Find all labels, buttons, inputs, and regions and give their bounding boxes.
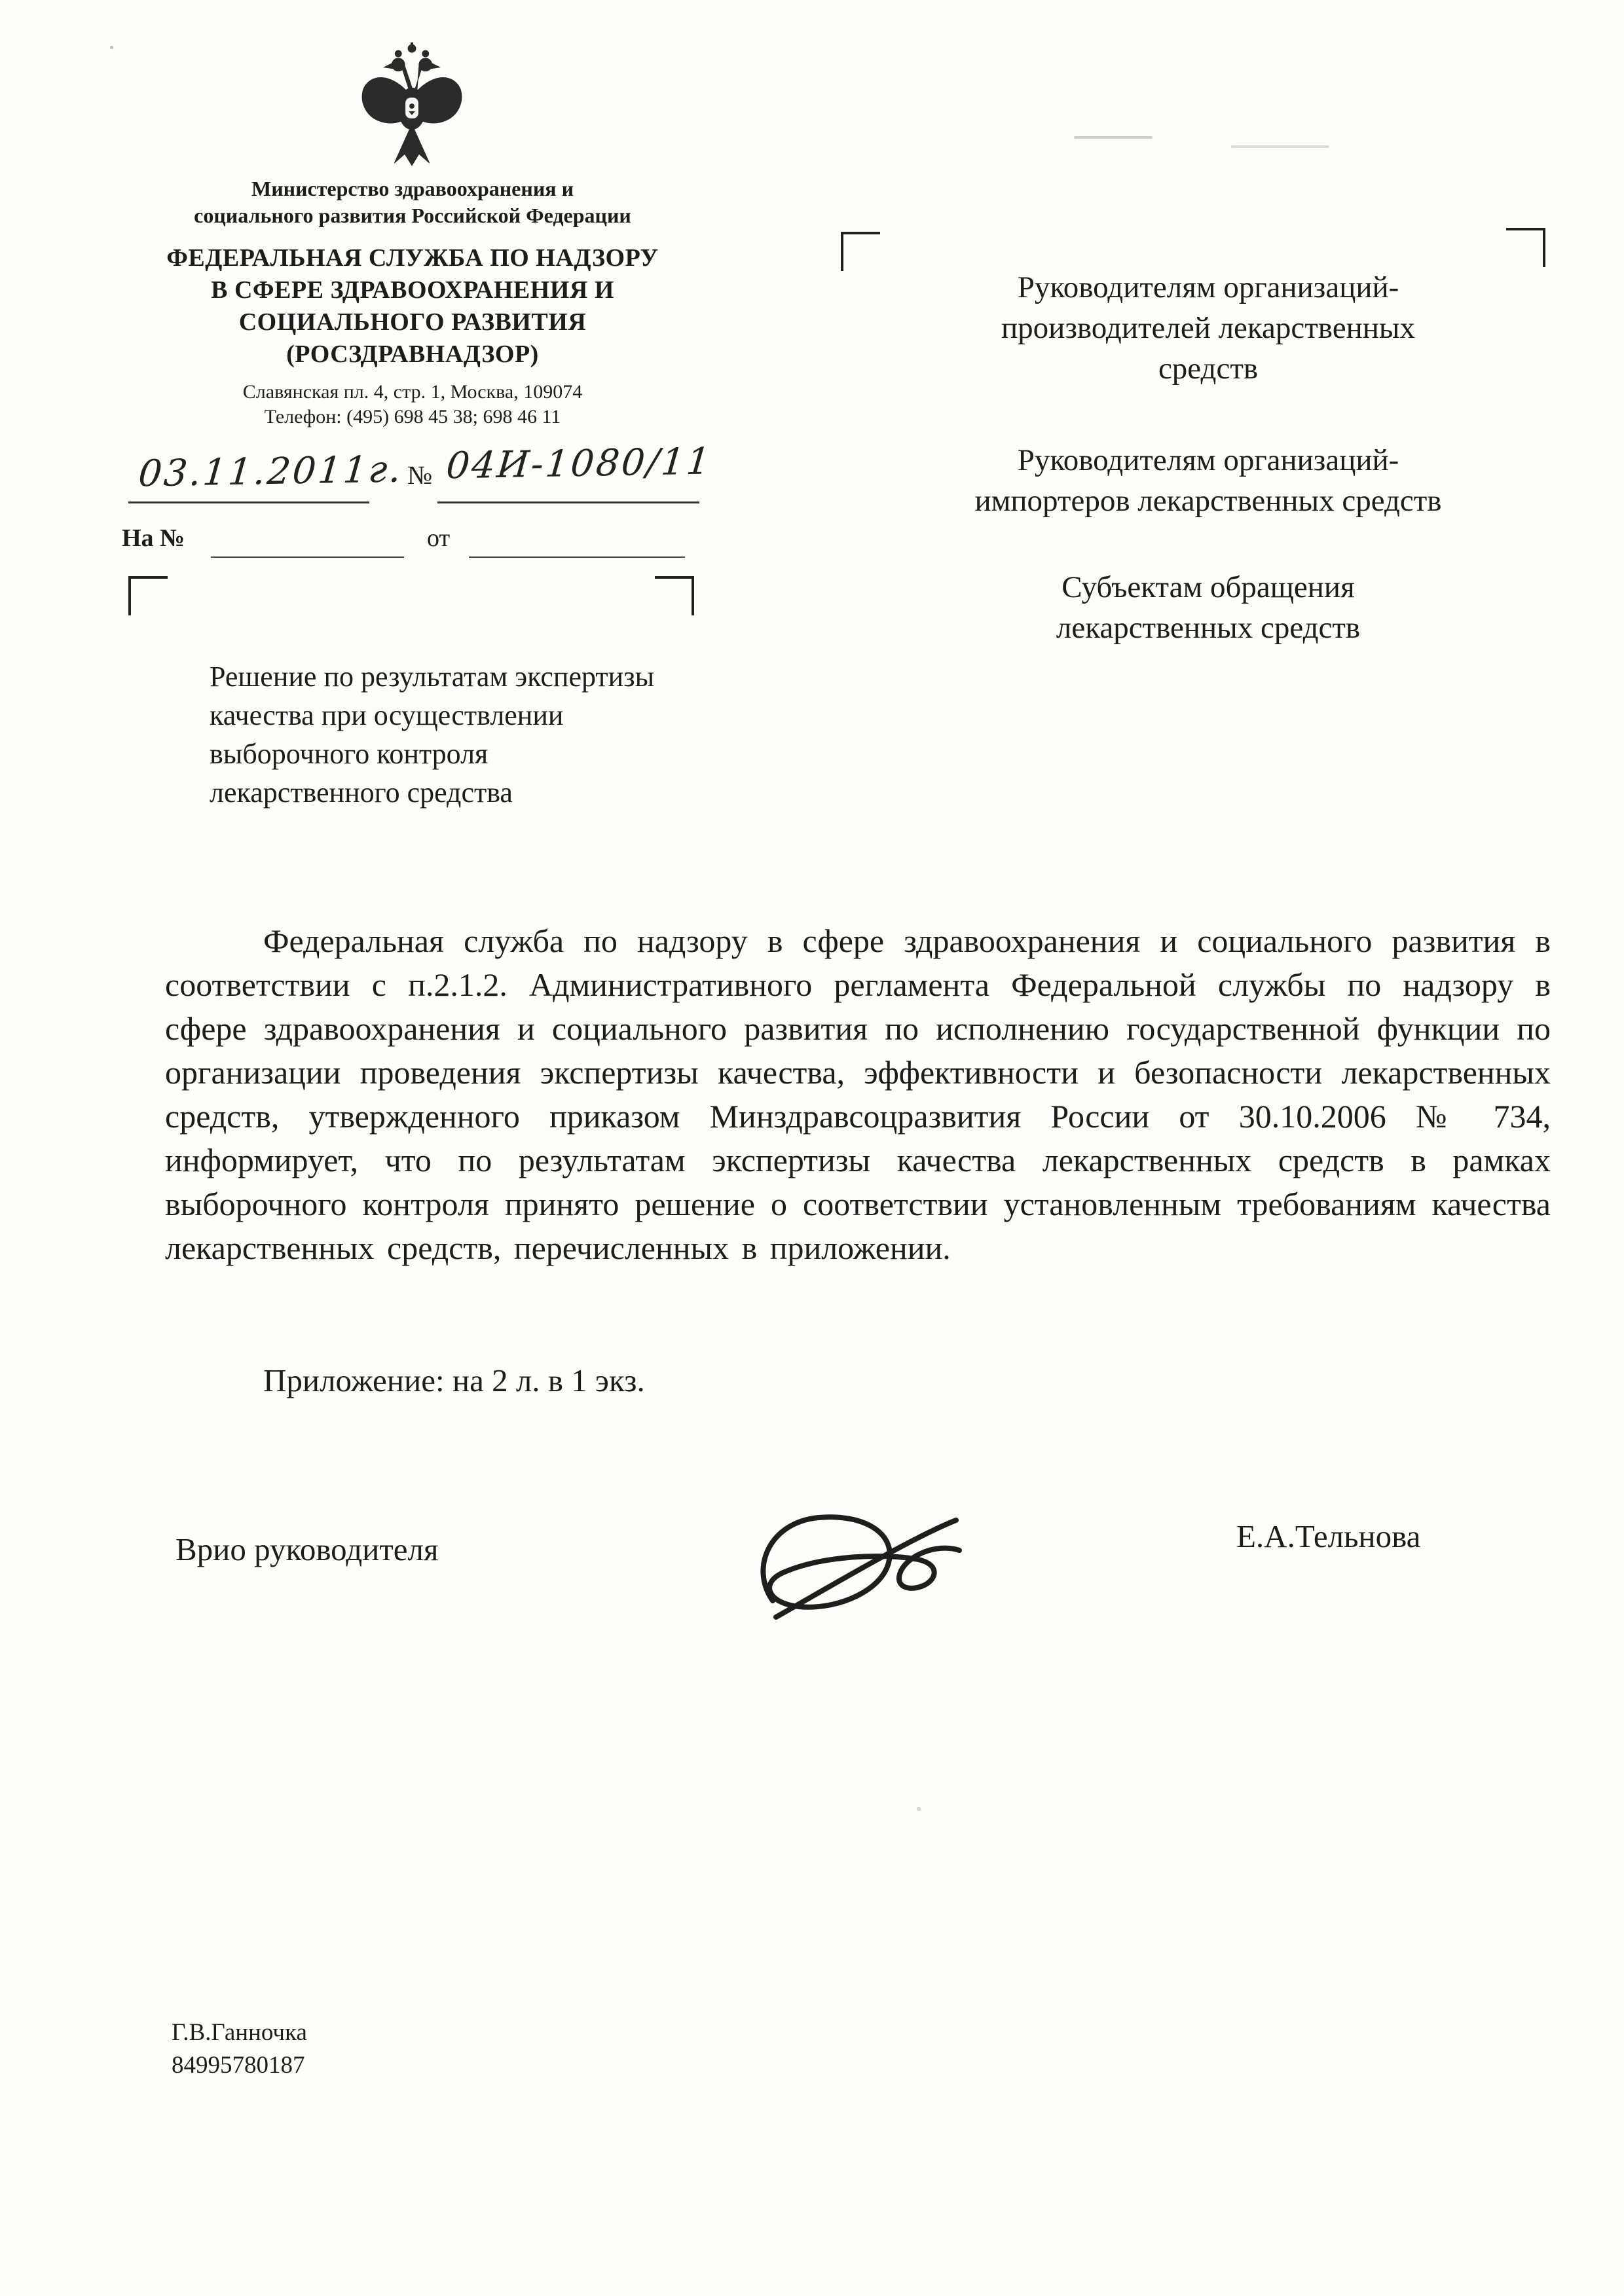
signature-icon bbox=[727, 1493, 1002, 1637]
subject-line: выборочного контроля bbox=[210, 738, 489, 770]
service-name-line3: СОЦИАЛЬНОГО РАЗВИТИЯ bbox=[238, 308, 587, 336]
ministry-name-line1: Министерство здравоохранения и bbox=[251, 177, 574, 200]
subject-zone-corner-mark-left bbox=[128, 576, 168, 615]
attachment-note: Приложение: на 2 л. в 1 экз. bbox=[263, 1362, 645, 1398]
subject-zone-corner-mark-right bbox=[655, 576, 694, 615]
ministry-name-line2: социального развития Российской Федерации bbox=[194, 204, 631, 227]
recipient-importers bbox=[871, 440, 1545, 521]
recipient-line: производителей лекарственных bbox=[1001, 311, 1415, 345]
address-zone-corner-mark-left bbox=[841, 232, 880, 271]
scan-artifact bbox=[1231, 145, 1329, 148]
double-headed-eagle-icon bbox=[357, 42, 467, 173]
outgoing-number-handwritten: 04И-1080/11 bbox=[444, 440, 714, 488]
subject-line: лекарственного средства bbox=[210, 776, 513, 809]
service-name-line1: ФЕДЕРАЛЬНАЯ СЛУЖБА ПО НАДЗОРУ bbox=[166, 244, 659, 272]
body-paragraph: Федеральная служба по надзору в сфере здравоохранения и социального развития в соответствии с п.2.1.2. Административного регламента Федеральной службы по надзору в сфере здравоохранения и социального развития по исполнению государственной функции по организации проведения экспертизы качества, эффективности и безопасности лекарственных средств, утвержденного приказом Минздравсоцразвития России от 30.10.2006 № 734, информирует, что по результатам экспертизы качества лекарственных средств в рамках выборочного контроля принято решение о соответствии установленным требованиям качества лекарственных средств, перечисленных в приложении. bbox=[165, 922, 1551, 1266]
signatory-name: Е.А.Тельнова bbox=[1236, 1518, 1421, 1554]
scan-artifact bbox=[110, 46, 113, 49]
scan-artifact bbox=[917, 1807, 921, 1811]
outgoing-date-handwritten: 03.11.2011г. bbox=[136, 448, 405, 496]
reply-from-label: от bbox=[427, 524, 451, 552]
reply-to-label: На № bbox=[122, 524, 185, 552]
signatory-position: Врио руководителя bbox=[175, 1531, 439, 1567]
letterhead-phone: Телефон: (495) 698 45 38; 698 46 11 bbox=[264, 406, 561, 428]
recipient-line: Руководителям организаций- bbox=[1017, 270, 1399, 304]
executor-phone: 84995780187 bbox=[172, 2052, 305, 2079]
recipient-line: средств bbox=[1158, 352, 1259, 386]
letterhead-address: Славянская пл. 4, стр. 1, Москва, 109074 bbox=[242, 381, 583, 403]
reply-number-blank-line bbox=[211, 556, 404, 558]
subject-line: Решение по результатам экспертизы bbox=[210, 661, 655, 693]
recipient-line: Руководителям организаций- bbox=[1017, 443, 1399, 477]
executor-block bbox=[172, 2016, 307, 2082]
letterhead bbox=[79, 175, 747, 429]
letter-subject bbox=[210, 657, 760, 812]
address-zone-corner-mark-right bbox=[1506, 228, 1545, 267]
number-underline bbox=[437, 501, 699, 503]
recipient-line: Субъектам обращения bbox=[1061, 570, 1355, 604]
recipient-line: импортеров лекарственных средств bbox=[974, 484, 1442, 518]
subject-line: качества при осуществлении bbox=[210, 699, 564, 731]
recipient-line: лекарственных средств bbox=[1056, 611, 1361, 645]
executor-name: Г.В.Ганночка bbox=[172, 2019, 307, 2046]
date-underline bbox=[128, 501, 369, 503]
scan-artifact bbox=[1074, 136, 1153, 139]
reply-date-blank-line bbox=[469, 556, 685, 558]
service-name-line4: (РОСЗДРАВНАДЗОР) bbox=[286, 340, 539, 368]
recipient-circulation-subjects bbox=[871, 567, 1545, 648]
service-name-line2: В СФЕРЕ ЗДРАВООХРАНЕНИЯ И bbox=[211, 276, 614, 304]
number-sign-label: № bbox=[407, 460, 433, 490]
recipient-manufacturers bbox=[871, 267, 1545, 389]
